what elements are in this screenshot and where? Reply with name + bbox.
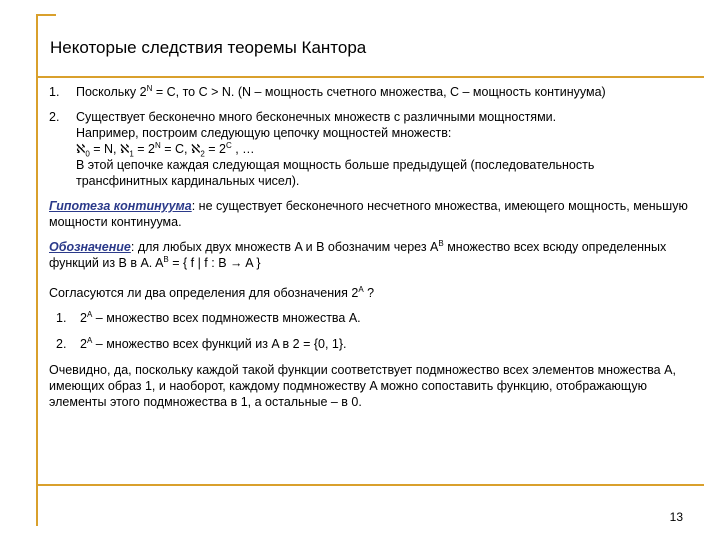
text-line: Например, построим следующую цепочку мощностей множеств: bbox=[76, 126, 452, 140]
notation-term: Обозначение bbox=[49, 240, 131, 254]
page-number: 13 bbox=[669, 510, 683, 524]
text-fragment: Поскольку 2 bbox=[76, 85, 147, 99]
text-fragment: ? bbox=[363, 286, 375, 300]
list-item-1 bbox=[49, 84, 689, 100]
definition-text bbox=[80, 336, 347, 352]
text-line: В этой цепочке каждая следующая мощность больше предыдущей (последовательность bbox=[76, 158, 595, 172]
text-fragment: = 2 bbox=[204, 142, 226, 156]
definition-2 bbox=[56, 336, 689, 352]
hypothesis-term: Гипотеза континуума bbox=[49, 199, 192, 213]
slide-content bbox=[49, 84, 689, 419]
text-fragment: : не существует бесконечного несчетного множества, имеющего мощность, меньшую мощности континуума. bbox=[49, 199, 688, 229]
subscript: 2 bbox=[200, 149, 205, 159]
subscript: 1 bbox=[129, 149, 134, 159]
aleph-symbol: ℵ bbox=[120, 142, 130, 156]
text-fragment: = { f | f : B → A } bbox=[168, 256, 261, 270]
slide-title: Некоторые следствия теоремы Кантора bbox=[50, 38, 367, 57]
text-fragment: 2 bbox=[80, 311, 87, 325]
superscript: A bbox=[86, 335, 93, 345]
text-fragment: множество всех всюду определенных функций из B в A. A bbox=[49, 240, 667, 270]
superscript: B bbox=[438, 238, 444, 248]
text-line: трансфинитных кардинальных чисел). bbox=[76, 174, 300, 188]
list-number: 1. bbox=[49, 85, 60, 99]
left-accent-line bbox=[36, 14, 38, 526]
aleph-symbol: ℵ bbox=[190, 142, 201, 156]
notation-paragraph bbox=[49, 239, 689, 271]
text-line: Существует бесконечно много бесконечных множеств с различными мощностями. bbox=[76, 110, 557, 124]
item-text bbox=[76, 84, 606, 100]
definition-text bbox=[80, 310, 361, 326]
list-number: 1. bbox=[56, 311, 67, 325]
text-fragment: = C, bbox=[160, 142, 191, 156]
superscript: N bbox=[154, 140, 161, 150]
superscript: B bbox=[163, 254, 169, 264]
hypothesis-paragraph bbox=[49, 198, 689, 230]
aleph-chain bbox=[76, 141, 594, 157]
list-number: 2. bbox=[49, 110, 60, 124]
title-underline bbox=[36, 76, 704, 78]
question-paragraph bbox=[49, 285, 689, 301]
aleph-symbol: ℵ bbox=[76, 142, 86, 156]
top-accent-tick bbox=[36, 14, 56, 16]
text-fragment: – множество всех подмножеств множества A. bbox=[92, 311, 361, 325]
text-fragment: 2 bbox=[80, 337, 87, 351]
conclusion-paragraph: Очевидно, да, поскольку каждой такой функции соответствует подмножество всех элементов множества A, имеющих образ 1, и наоборот, каждому подмножеству A можно сопоставить функцию, отображающую элементы этого подмножества в 1, а остальные – в 0. bbox=[49, 363, 676, 409]
text-fragment: – множество всех функций из A в 2 = {0, 1}. bbox=[92, 337, 347, 351]
list-number: 2. bbox=[56, 337, 67, 351]
footer-line bbox=[36, 484, 704, 486]
text-fragment: = N, bbox=[89, 142, 120, 156]
subscript: 0 bbox=[85, 149, 90, 159]
superscript: A bbox=[86, 309, 93, 319]
superscript: A bbox=[358, 284, 364, 294]
superscript: N bbox=[146, 83, 153, 93]
list-item-2 bbox=[49, 109, 689, 189]
text-fragment: , … bbox=[231, 142, 255, 156]
text-fragment: : для любых двух множеств A и B обозначим через A bbox=[130, 240, 439, 254]
definition-1 bbox=[56, 310, 689, 326]
superscript: C bbox=[225, 140, 232, 150]
item-text bbox=[76, 109, 594, 189]
text-fragment: = C, то C > N. (N – мощность счетного множества, C – мощность континуума) bbox=[152, 85, 606, 99]
text-fragment: = 2 bbox=[133, 142, 155, 156]
text-fragment: Согласуются ли два определения для обозначения 2 bbox=[49, 286, 359, 300]
